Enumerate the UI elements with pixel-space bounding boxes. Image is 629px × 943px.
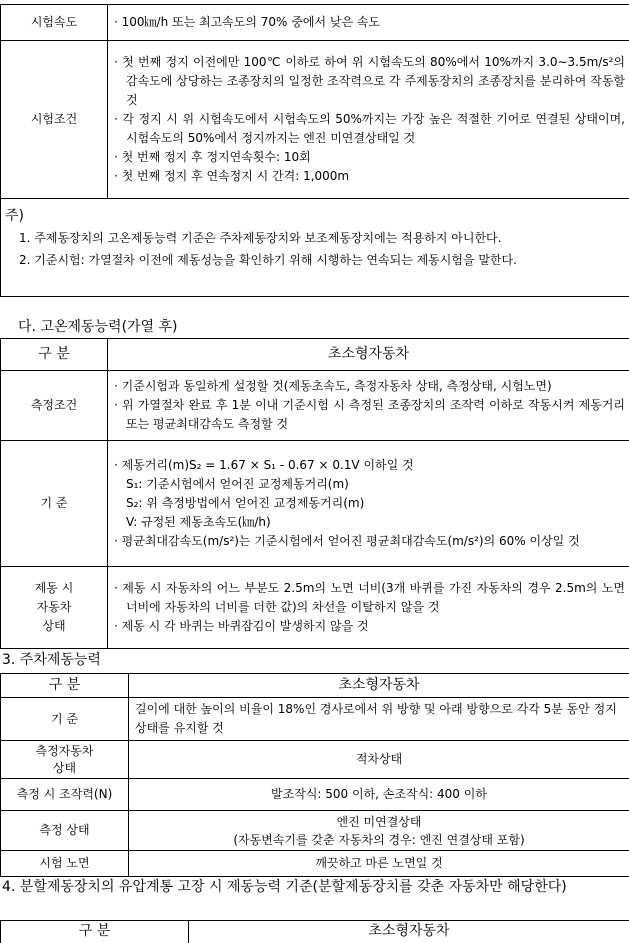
criteria-cell bbox=[108, 441, 629, 567]
column-header-vehicle: 초소형자동차 bbox=[129, 674, 629, 698]
note-item: 1. 주제동장치의 고온제동능력 기준은 주차제동장치와 보조제동장치에는 적용하지 아니한다. bbox=[19, 231, 502, 245]
test-speed-label: 시험속도 bbox=[1, 5, 108, 41]
parking-criteria-value: 길이에 대한 높이의 비율이 18%인 경사로에서 위 방향 및 아래 방향으로 각각 5분 동안 정지상태를 유지할 것 bbox=[129, 698, 629, 741]
measure-item: · 기준시험과 동일하게 설정할 것(제동초속도, 측정자동차 상태, 측정상태, 시험노면) bbox=[114, 379, 552, 393]
braking-vehicle-state-label bbox=[1, 567, 108, 649]
measure-state-line: 엔진 미연결상태 bbox=[336, 814, 422, 829]
braking-item: · 제동 시 각 바퀴는 바퀴잠김이 발생하지 않을 것 bbox=[114, 619, 369, 633]
column-header-category: 구 분 bbox=[1, 674, 129, 698]
braking-vehicle-state-cell bbox=[108, 567, 629, 649]
operating-force-label: 측정 시 조작력(N) bbox=[1, 779, 129, 811]
measure-item: · 위 가열절차 완료 후 1분 이내 기준시험 시 측정된 조종장치의 조작력 이하로 작동시켜 제동거리 또는 평균최대감속도 측정할 것 bbox=[114, 398, 625, 431]
section-heading-3: 3. 주차제동능력 bbox=[2, 652, 101, 668]
condition-item: · 첫 번째 정지 후 연속정지 시 간격: 1,000m bbox=[114, 169, 350, 183]
column-header-vehicle: 초소형자동차 bbox=[189, 921, 629, 943]
criteria-definition: V: 규정된 제동초속도(㎞/h) bbox=[126, 515, 271, 529]
high-temp-test-table bbox=[0, 4, 629, 297]
test-road-value: 깨끗하고 마른 노면일 것 bbox=[129, 851, 629, 877]
measure-state-value bbox=[129, 811, 629, 851]
condition-item: · 각 정지 시 위 시험속도에서 시험속도의 50%까지는 가장 높은 적절한 기어로 연결된 상태이며, 시험속도의 50%에서 정지까지는 엔진 미연결상태일 것 bbox=[114, 112, 625, 145]
parking-criteria-label: 기 준 bbox=[1, 698, 129, 741]
vehicle-state-label-line: 상태 bbox=[52, 760, 77, 775]
braking-item: · 제동 시 자동차의 어느 부분도 2.5m의 노면 너비(3개 바퀴를 가진 자동차의 경우 2.5m의 노면 너비에 자동차의 너비를 더한 값)의 차선을 이탈하지 않을 것 bbox=[114, 581, 625, 614]
vehicle-state-label-line: 측정자동차 bbox=[35, 743, 94, 758]
measure-condition-cell bbox=[108, 371, 629, 441]
criteria-deceleration: · 평균최대감속도(m/s²)는 기준시험에서 얻어진 평균최대감속도(m/s²)의 60% 이상일 것 bbox=[114, 534, 580, 548]
parking-brake-table bbox=[0, 673, 629, 877]
vehicle-state-label bbox=[1, 741, 129, 779]
split-brake-table bbox=[0, 920, 629, 943]
test-condition-cell bbox=[108, 41, 629, 199]
high-temp-after-heating-table bbox=[0, 338, 629, 649]
column-header-vehicle: 초소형자동차 bbox=[108, 339, 629, 371]
measure-condition-label: 측정조건 bbox=[1, 371, 108, 441]
braking-label-line: 상태 bbox=[42, 619, 66, 633]
test-speed-value: · 100㎞/h 또는 최고속도의 70% 중에서 낮은 속도 bbox=[108, 5, 629, 41]
operating-force-value: 발조작식: 500 이하, 손조작식: 400 이하 bbox=[129, 779, 629, 811]
test-road-label: 시험 노면 bbox=[1, 851, 129, 877]
test-condition-label: 시험조건 bbox=[1, 41, 108, 199]
braking-label-line: 자동차 bbox=[36, 600, 72, 614]
measure-state-line: (자동변속기를 갖춘 자동차의 경우: 엔진 연결상태 포함) bbox=[233, 832, 525, 847]
measure-state-label: 측정 상태 bbox=[1, 811, 129, 851]
vehicle-state-value: 적차상태 bbox=[129, 741, 629, 779]
condition-item: · 첫 번째 정지 이전에만 100℃ 이하로 하여 위 시험속도의 80%에서 10%까지 3.0∼3.5m/s²의 감속도에 상당하는 조종장치의 일정한 조작력으로 각 주제동장치의 조종장치를 분리하여 작동할 것 bbox=[114, 55, 625, 107]
braking-label-line: 제동 시 bbox=[34, 581, 74, 595]
section-heading-da: 다. 고온제동능력(가열 후) bbox=[18, 319, 178, 335]
section-heading-4: 4. 분할제동장치의 유압계통 고장 시 제동능력 기준(분할제동장치를 갖춘 자동차만 해당한다) bbox=[2, 879, 567, 895]
criteria-definition: S₂: 위 측정방법에서 얻어진 교정제동거리(m) bbox=[126, 496, 365, 510]
criteria-label: 기 준 bbox=[1, 441, 108, 567]
criteria-formula: · 제동거리(m)S₂ = 1.67 × S₁ - 0.67 × 0.1V 이하일 것 bbox=[114, 458, 414, 472]
notes-title: 주) bbox=[5, 208, 24, 224]
note-item: 2. 기준시험: 가열절차 이전에 제동성능을 확인하기 위해 시행하는 연속되는 제동시험을 말한다. bbox=[19, 253, 517, 267]
criteria-definition: S₁: 기준시험에서 얻어진 교정제동거리(m) bbox=[126, 477, 349, 491]
column-header-category: 구 분 bbox=[1, 339, 108, 371]
column-header-category: 구 분 bbox=[1, 921, 189, 943]
condition-item: · 첫 번째 정지 후 정지연속횟수: 10회 bbox=[114, 150, 311, 164]
notes-cell bbox=[1, 199, 629, 297]
